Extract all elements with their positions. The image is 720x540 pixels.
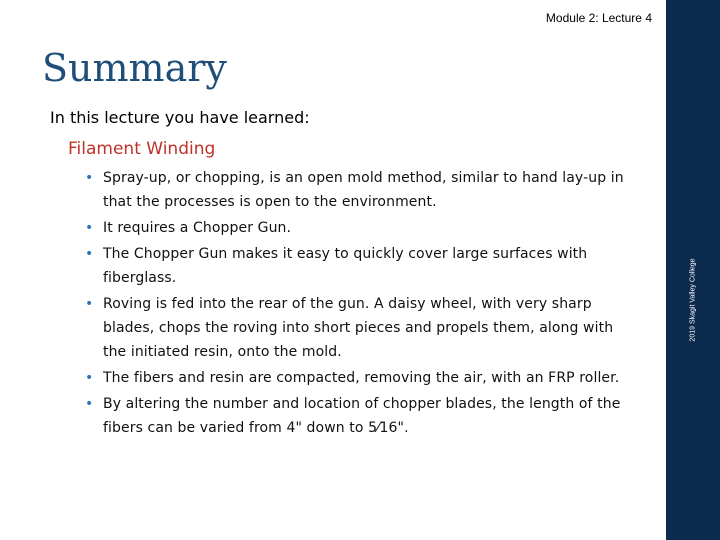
bullet-text: It requires a Chopper Gun.: [103, 220, 292, 236]
bullet-marker-icon: •: [85, 220, 94, 236]
bullet-item: [84, 216, 640, 240]
bullet-text: By altering the number and location of chopper blades, the length of the fibers can be varied from 4" down to 5⁄16".: [103, 396, 621, 436]
bullet-text: Spray-up, or chopping, is an open mold method, similar to hand lay-up in that the processes is open to the environment.: [103, 170, 624, 210]
bullet-text: The fibers and resin are compacted, removing the air, with an FRP roller.: [103, 370, 620, 386]
intro-text: In this lecture you have learned:: [50, 108, 310, 127]
bullet-marker-icon: •: [85, 246, 94, 262]
slide-title: Summary: [42, 46, 227, 90]
module-label: Module 2: Lecture 4: [545, 11, 652, 25]
bullet-list: [84, 166, 640, 442]
bullet-marker-icon: •: [85, 170, 94, 186]
bullet-item: [84, 292, 640, 364]
bullet-item: [84, 166, 640, 214]
bullet-item: [84, 392, 640, 440]
sidebar-copyright: 2019 Skagit Valley College: [689, 258, 697, 342]
bullet-item: [84, 242, 640, 290]
bullet-item: [84, 366, 640, 390]
bullet-text: Roving is fed into the rear of the gun. A daisy wheel, with very sharp blades, chops the roving into short pieces and propels them, along with the initiated resin, onto the mold.: [103, 296, 614, 360]
bullet-text: The Chopper Gun makes it easy to quickly cover large surfaces with fiberglass.: [103, 246, 588, 286]
bullet-marker-icon: •: [85, 370, 94, 386]
section-heading: Filament Winding: [68, 139, 216, 159]
bullet-marker-icon: •: [85, 396, 94, 412]
bullet-marker-icon: •: [85, 296, 94, 312]
